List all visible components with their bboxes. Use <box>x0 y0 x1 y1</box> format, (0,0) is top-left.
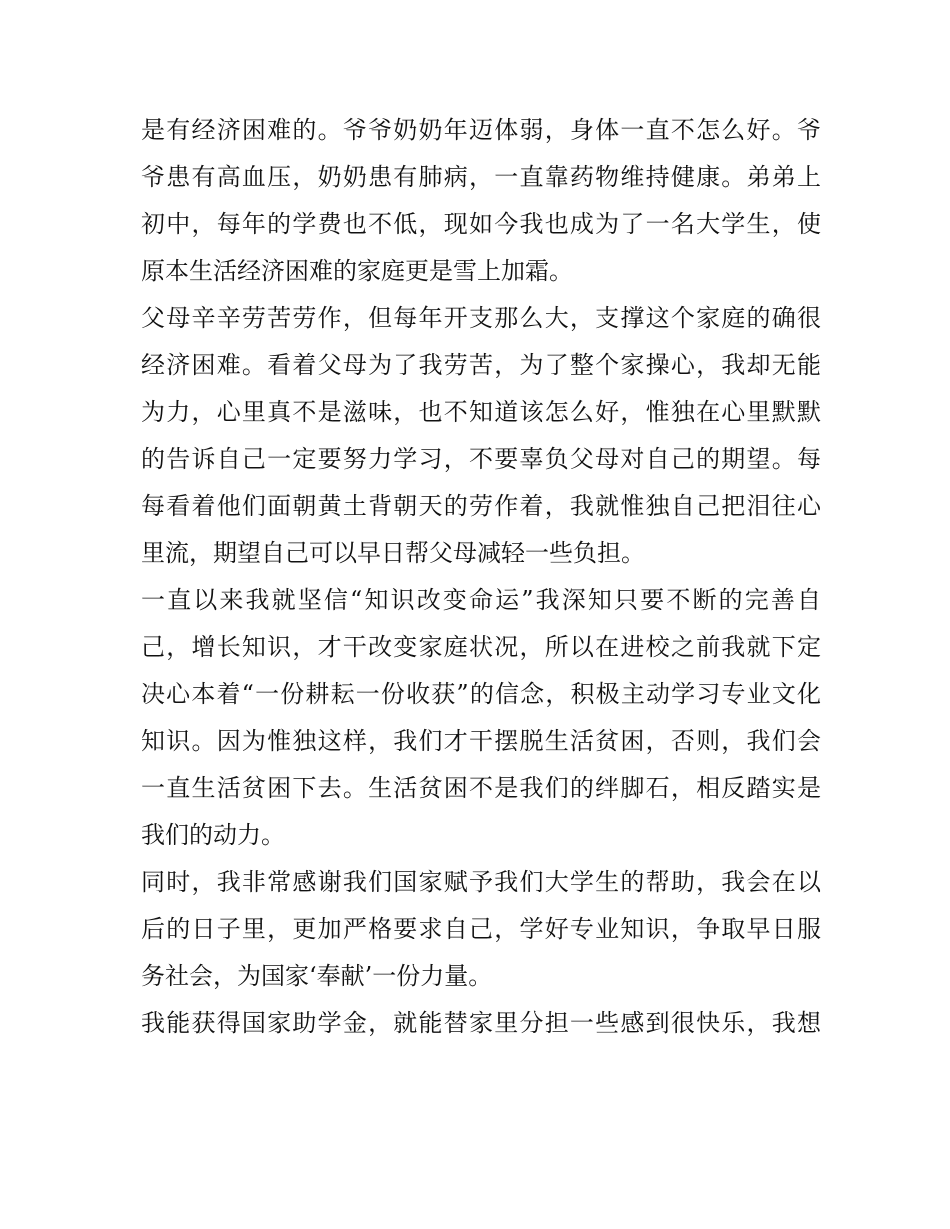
text-line: 务社会，为国家‘奉献’一份力量。 <box>141 962 493 990</box>
text-line: 决心本着“一份耕耘一份收获”的信念，积极主动学习专业文化 <box>141 680 821 708</box>
text-line: 后的日子里，更加严格要求自己，学好专业知识，争取早日服 <box>141 915 821 943</box>
text-line: 的告诉自己一定要努力学习，不要辜负父母对自己的期望。每 <box>141 445 821 473</box>
text-line: 初中，每年的学费也不低，现如今我也成为了一名大学生，使 <box>141 210 821 238</box>
text-line: 己，增长知识，才干改变家庭状况，所以在进校之前我就下定 <box>141 633 821 661</box>
text-line: 为力，心里真不是滋味，也不知道该怎么好，惟独在心里默默 <box>141 398 821 426</box>
body-text <box>141 107 821 1047</box>
text-line: 一直生活贫困下去。生活贫困不是我们的绊脚石，相反踏实是 <box>141 774 821 802</box>
text-line: 原本生活经济困难的家庭更是雪上加霜。 <box>141 257 573 285</box>
text-line: 爷患有高血压，奶奶患有肺病，一直靠药物维持健康。弟弟上 <box>141 163 821 191</box>
text-line: 同时，我非常感谢我们国家赋予我们大学生的帮助，我会在以 <box>141 868 821 896</box>
paragraph-5 <box>141 1000 821 1047</box>
text-line: 经济困难。看着父母为了我劳苦，为了整个家操心，我却无能 <box>141 351 821 379</box>
text-line: 每看着他们面朝黄土背朝天的劳作着，我就惟独自己把泪往心 <box>141 492 821 520</box>
text-line: 里流，期望自己可以早日帮父母减轻一些负担。 <box>141 539 645 567</box>
text-line: 知识。因为惟独这样，我们才干摆脱生活贫困，否则，我们会 <box>141 727 821 755</box>
paragraph-1 <box>141 107 821 295</box>
text-line: 我们的动力。 <box>141 821 285 849</box>
paragraph-3 <box>141 577 821 859</box>
paragraph-2 <box>141 295 821 577</box>
text-line: 是有经济困难的。爷爷奶奶年迈体弱，身体一直不怎么好。爷 <box>141 116 821 144</box>
paragraph-4 <box>141 859 821 1000</box>
text-line: 一直以来我就坚信“知识改变命运”我深知只要不断的完善自 <box>141 586 821 614</box>
text-line: 我能获得国家助学金，就能替家里分担一些感到很快乐，我想 <box>141 1009 821 1037</box>
text-line: 父母辛辛劳苦劳作，但每年开支那么大，支撑这个家庭的确很 <box>141 304 821 332</box>
